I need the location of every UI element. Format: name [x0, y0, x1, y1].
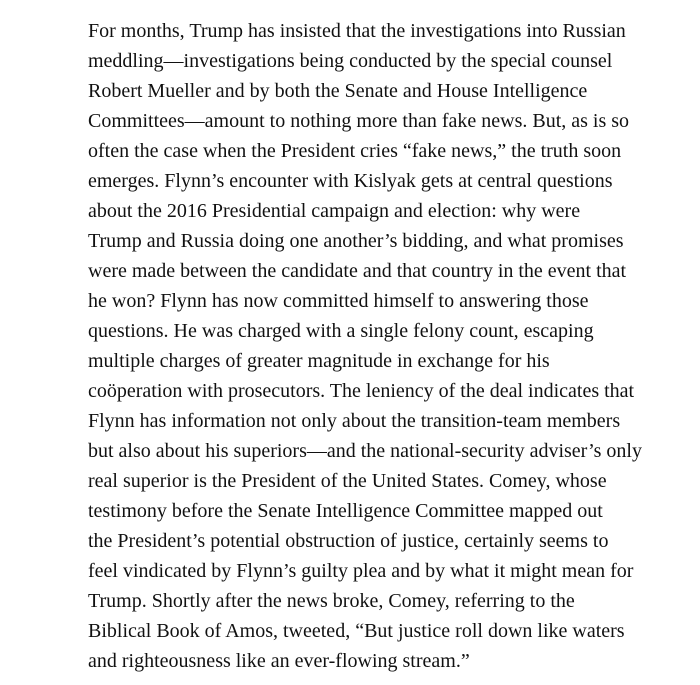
article-paragraph: [88, 16, 678, 676]
paragraph-line: about the 2016 Presidential campaign and election: why were: [88, 200, 581, 222]
paragraph-line: real superior is the President of the United States. Comey, whose: [88, 470, 607, 492]
paragraph-line: Flynn has information not only about the transition-team members: [88, 410, 621, 432]
paragraph-line: questions. He was charged with a single felony count, escaping: [88, 320, 594, 342]
paragraph-line: testimony before the Senate Intelligence Committee mapped out: [88, 500, 603, 522]
paragraph-line: were made between the candidate and that country in the event that: [88, 260, 627, 282]
paragraph-line: emerges. Flynn’s encounter with Kislyak gets at central questions: [88, 170, 613, 192]
paragraph-line: Biblical Book of Amos, tweeted, “But justice roll down like waters: [88, 620, 625, 642]
paragraph-line: and righteousness like an ever-flowing stream.”: [88, 650, 470, 672]
paragraph-line: often the case when the President cries “fake news,” the truth soon: [88, 140, 622, 162]
paragraph-line: the President’s potential obstruction of justice, certainly seems to: [88, 530, 609, 552]
paragraph-line: Trump. Shortly after the news broke, Comey, referring to the: [88, 590, 575, 612]
paragraph-line: he won? Flynn has now committed himself to answering those: [88, 290, 589, 312]
paragraph-line: multiple charges of greater magnitude in exchange for his: [88, 350, 550, 372]
paragraph-line: For months, Trump has insisted that the investigations into Russian: [88, 20, 626, 42]
article-body: [88, 16, 678, 676]
paragraph-line: coöperation with prosecutors. The leniency of the deal indicates that: [88, 380, 635, 402]
paragraph-line: Robert Mueller and by both the Senate and House Intelligence: [88, 80, 588, 102]
paragraph-line: but also about his superiors—and the national-security adviser’s only: [88, 440, 642, 462]
paragraph-line: feel vindicated by Flynn’s guilty plea and by what it might mean for: [88, 560, 634, 582]
paragraph-line: Trump and Russia doing one another’s bidding, and what promises: [88, 230, 624, 252]
paragraph-line: Committees—amount to nothing more than fake news. But, as is so: [88, 110, 630, 132]
paragraph-line: meddling—investigations being conducted by the special counsel: [88, 50, 613, 72]
